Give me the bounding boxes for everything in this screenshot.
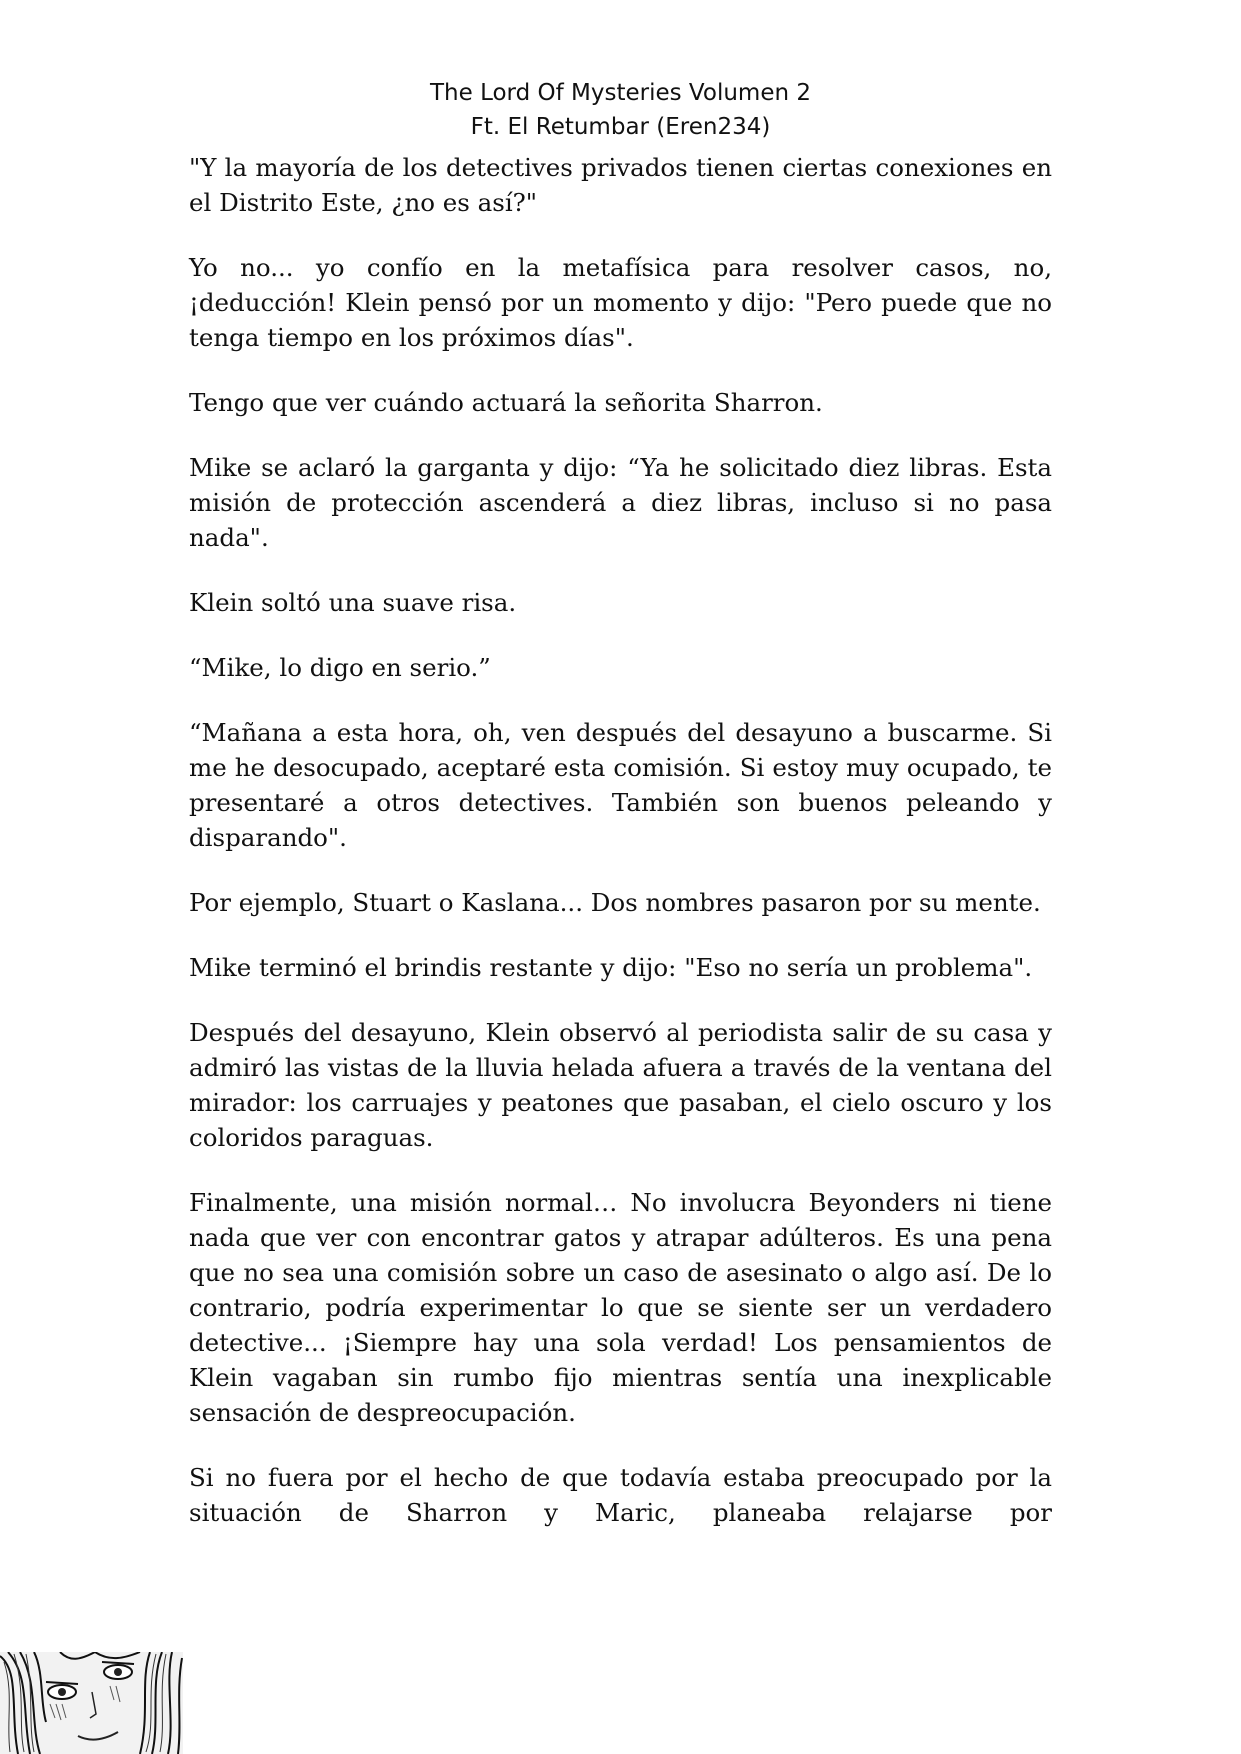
paragraph: Si no fuera por el hecho de que todavía estaba preocupado por la situación de Sharron y Maric, planeaba relajarse por <box>189 1463 1052 1527</box>
paragraph: Mike se aclaró la garganta y dijo: “Ya he solicitado diez libras. Esta misión de protección ascenderá a diez libras, incluso si no pasa nada". <box>189 453 1052 552</box>
paragraph: "Y la mayoría de los detectives privados tienen ciertas conexiones en el Distrito Este, ¿no es así?" <box>189 153 1052 217</box>
paragraph: Tengo que ver cuándo actuará la señorita Sharron. <box>189 388 823 417</box>
header-title: The Lord Of Mysteries Volumen 2 <box>429 80 811 106</box>
paragraph: Klein soltó una suave risa. <box>189 588 517 617</box>
paragraph: Después del desayuno, Klein observó al periodista salir de su casa y admiró las vistas de la lluvia helada afuera a través de la ventana del mirador: los carruajes y peatones que pasaban, el cielo oscuro y los coloridos paraguas. <box>189 1018 1052 1152</box>
paragraph: Mike terminó el brindis restante y dijo: "Eso no sería un problema". <box>189 953 1033 982</box>
paragraph: “Mike, lo digo en serio.” <box>189 653 491 682</box>
paragraph: Por ejemplo, Stuart o Kaslana... Dos nombres pasaron por su mente. <box>189 888 1041 917</box>
page-header <box>0 76 1241 144</box>
paragraph: Yo no... yo confío en la metafísica para resolver casos, no, ¡deducción! Klein pensó por un momento y dijo: "Pero puede que no tenga tiempo en los próximos días". <box>189 253 1052 352</box>
manga-character-illustration <box>0 1652 183 1754</box>
paragraph: “Mañana a esta hora, oh, ven después del desayuno a buscarme. Si me he desocupado, aceptaré esta comisión. Si estoy muy ocupado, te presentaré a otros detectives. También son buenos peleando y disparando". <box>189 718 1052 852</box>
paragraph: Finalmente, una misión normal… No involucra Beyonders ni tiene nada que ver con encontrar gatos y atrapar adúlteros. Es una pena que no sea una comisión sobre un caso de asesinato o algo así. De lo contrario, podría experimentar lo que se siente ser un verdadero detective... ¡Siempre hay una sola verdad! Los pensamientos de Klein vagaban sin rumbo fijo mientras sentía una inexplicable sensación de despreocupación. <box>189 1188 1052 1427</box>
header-credit: Ft. El Retumbar (Eren234) <box>470 114 771 140</box>
body-text <box>189 150 1052 1530</box>
